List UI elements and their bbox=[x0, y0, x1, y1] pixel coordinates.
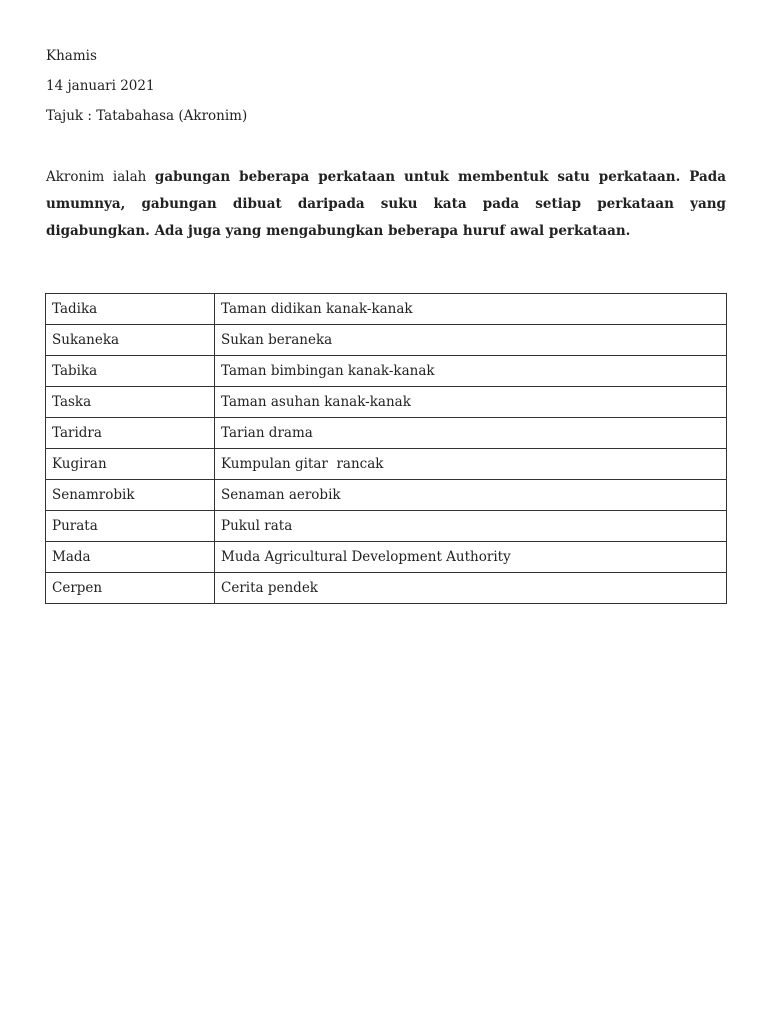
meaning-cell: Pukul rata bbox=[215, 511, 727, 542]
meaning-cell: Taman bimbingan kanak-kanak bbox=[215, 356, 727, 387]
table-row bbox=[46, 542, 727, 573]
table-row bbox=[46, 511, 727, 542]
table-row bbox=[46, 573, 727, 604]
meaning-cell: Taman didikan kanak-kanak bbox=[215, 294, 727, 325]
meaning-cell: Senaman aerobik bbox=[215, 480, 727, 511]
acronym-cell: Taridra bbox=[46, 418, 215, 449]
acronym-table bbox=[45, 293, 727, 604]
acronym-cell: Senamrobik bbox=[46, 480, 215, 511]
table-row bbox=[46, 449, 727, 480]
acronym-cell: Taska bbox=[46, 387, 215, 418]
acronym-cell: Cerpen bbox=[46, 573, 215, 604]
table-row bbox=[46, 387, 727, 418]
acronym-table-body bbox=[46, 294, 727, 604]
definition-paragraph bbox=[46, 164, 726, 245]
acronym-cell: Kugiran bbox=[46, 449, 215, 480]
meaning-cell: Cerita pendek bbox=[215, 573, 727, 604]
meaning-cell: Muda Agricultural Development Authority bbox=[215, 542, 727, 573]
day-text: Khamis bbox=[46, 48, 97, 64]
meaning-cell: Sukan beraneka bbox=[215, 325, 727, 356]
table-row bbox=[46, 418, 727, 449]
table-row bbox=[46, 294, 727, 325]
table-row bbox=[46, 480, 727, 511]
acronym-cell: Purata bbox=[46, 511, 215, 542]
acronym-cell: Tadika bbox=[46, 294, 215, 325]
definition-lead: Akronim ialah bbox=[46, 169, 155, 185]
table-row bbox=[46, 325, 727, 356]
meaning-cell: Kumpulan gitar rancak bbox=[215, 449, 727, 480]
acronym-cell: Mada bbox=[46, 542, 215, 573]
meaning-cell: Tarian drama bbox=[215, 418, 727, 449]
date-text: 14 januari 2021 bbox=[46, 78, 155, 94]
acronym-cell: Sukaneka bbox=[46, 325, 215, 356]
definition-bold: gabungan beberapa perkataan untuk membentuk satu perkataan. Pada umumnya, gabungan dibuat daripada suku kata pada setiap perkataan yang digabungkan. Ada juga yang mengabungkan beberapa huruf awal perkataan. bbox=[46, 169, 726, 239]
topic-title: Tajuk : Tatabahasa (Akronim) bbox=[46, 108, 248, 124]
acronym-cell: Tabika bbox=[46, 356, 215, 387]
meaning-cell: Taman asuhan kanak-kanak bbox=[215, 387, 727, 418]
table-row bbox=[46, 356, 727, 387]
